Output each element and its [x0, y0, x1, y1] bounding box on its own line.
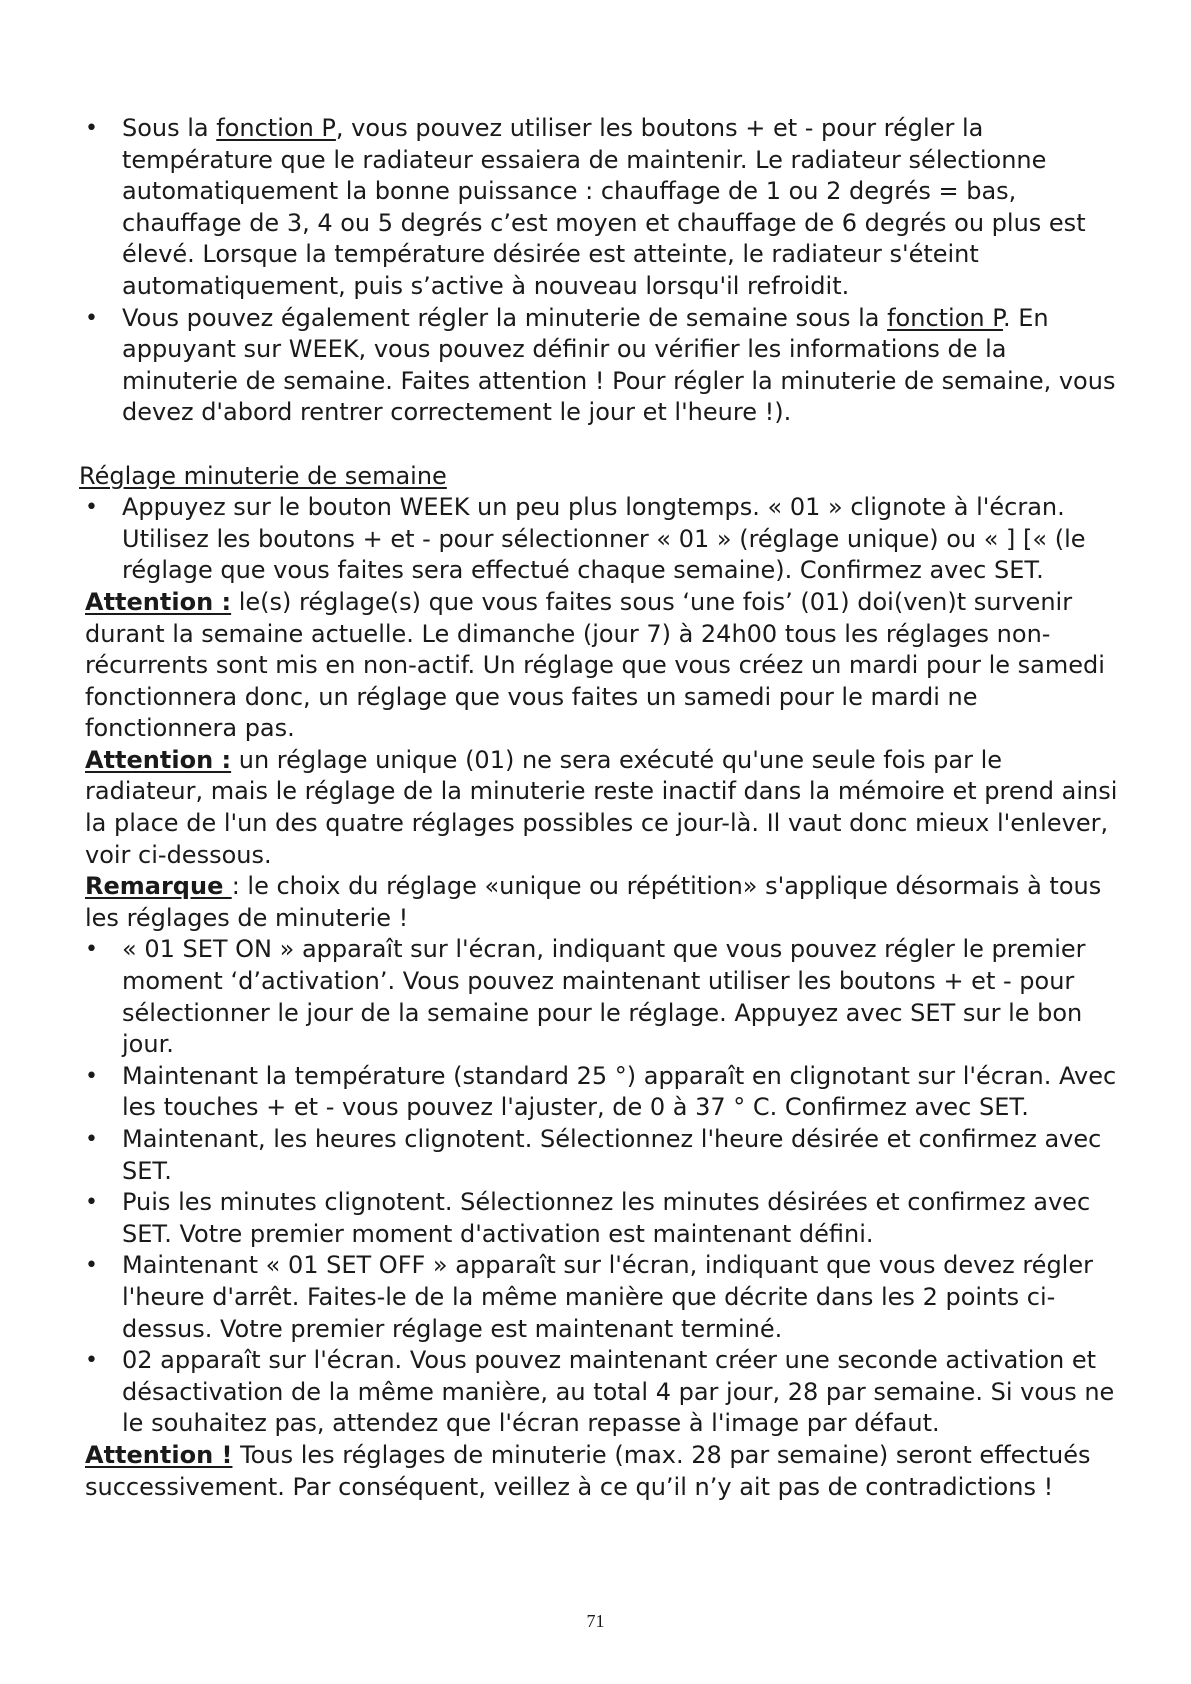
page-content [79, 113, 1120, 1503]
fonction-p-reference: fonction P [216, 114, 336, 142]
bullet-text: Vous pouvez également régler la minuterie de semaine sous la [122, 303, 888, 332]
page-number: 71 [586, 1611, 605, 1631]
list-item [85, 303, 1120, 429]
attention-note-3 [85, 1440, 1120, 1503]
note-text: le(s) réglage(s) que vous faites sous ‘une fois’ (01) doi(ven)t survenir durant la semaine actuelle. Le dimanche (jour 7) à 24h00 tous les réglages non-récurrents sont mis en non-actif. Un réglage que vous créez un mardi pour le samedi fonctionnera donc, un réglage que vous faites un samedi pour le mardi ne fonctionnera pas. [85, 587, 1105, 743]
list-item: • Maintenant, les heures clignotent. Sélectionnez l'heure désirée et confirmez avec SET. [85, 1124, 1120, 1187]
attention-label: Attention : [85, 745, 232, 774]
remark-note [85, 871, 1120, 934]
list-item: • Appuyez sur le bouton WEEK un peu plus longtemps. « 01 » clignote à l'écran. Utilisez les boutons + et - pour sélectionner « 01 » (réglage unique) ou « ] [« (le réglage que vous faites sera effectué chaque semaine). Confirmez avec SET. [85, 492, 1120, 587]
attention-label: Attention ! [85, 1440, 233, 1469]
note-text: : le choix du réglage «unique ou répétition» s'applique désormais à tous les réglages de minuterie ! [85, 872, 1102, 932]
list-item [85, 113, 1120, 303]
list-item: • 02 apparaît sur l'écran. Vous pouvez maintenant créer une seconde activation et désactivation de la même manière, au total 4 par jour, 28 par semaine. Si vous ne le souhaitez pas, attendez que l'écran repasse à l'image par défaut. [85, 1345, 1120, 1440]
attention-note-1 [85, 587, 1120, 745]
bullet-text: , vous pouvez utiliser les boutons + et - pour régler la température que le radiateur essaiera de maintenir. Le radiateur sélectionne automatiquement la bonne puissance : chauffage de 1 ou 2 degrés = bas, chauffage de 3, 4 ou 5 degrés c’est moyen et chauffage de 6 degrés ou plus est élevé. Lorsque la température désirée est atteinte, le radiateur s'éteint automatiquement, puis s’active à nouveau lorsqu'il refroidit. [122, 114, 1086, 300]
intro-bullet-list [85, 113, 1120, 429]
remark-label: Remarque [85, 872, 232, 901]
section-title: Réglage minuterie de semaine [79, 461, 447, 490]
list-item: • Maintenant la température (standard 25 °) apparaît en clignotant sur l'écran. Avec les touches + et - vous pouvez l'ajuster, de 0 à 37 ° C. Confirmez avec SET. [85, 1061, 1120, 1124]
attention-note-2 [85, 745, 1120, 871]
note-text: un réglage unique (01) ne sera exécuté qu'une seule fois par le radiateur, mais le réglage de la minuterie reste inactif dans la mémoire et prend ainsi la place de l'un des quatre réglages possibles ce jour-là. Il vaut donc mieux l'enlever, voir ci-dessous. [85, 745, 1118, 869]
list-item: • Maintenant « 01 SET OFF » apparaît sur l'écran, indiquant que vous devez régler l'heure d'arrêt. Faites-le de la même manière que décrite dans les 2 points ci-dessus. Votre premier réglage est maintenant terminé. [85, 1250, 1120, 1345]
bullet-text: . En appuyant sur WEEK, vous pouvez définir ou vérifier les informations de la minuterie de semaine. Faites attention ! Pour régler la minuterie de semaine, vous devez d'abord rentrer correctement le jour et l'heure !). [122, 303, 1116, 427]
fonction-p-reference: fonction P [887, 303, 1003, 332]
week-bullet-list [85, 492, 1120, 587]
list-item: • « 01 SET ON » apparaît sur l'écran, indiquant que vous pouvez régler le premier moment ‘d’activation’. Vous pouvez maintenant utiliser les boutons + et - pour sélectionner le jour de la semaine pour le réglage. Appuyez avec SET sur le bon jour. [85, 934, 1120, 1060]
note-text: Tous les réglages de minuterie (max. 28 par semaine) seront effectués successivement. Par conséquent, veillez à ce qu’il n’y ait pas de contradictions ! [85, 1440, 1091, 1501]
bullet-text: Sous la [122, 114, 217, 142]
attention-label: Attention : [85, 587, 232, 616]
spacer [85, 429, 1120, 461]
list-item: • Puis les minutes clignotent. Sélectionnez les minutes désirées et confirmez avec SET. Votre premier moment d'activation est maintenant défini. [85, 1187, 1120, 1250]
steps-bullet-list [85, 934, 1120, 1440]
